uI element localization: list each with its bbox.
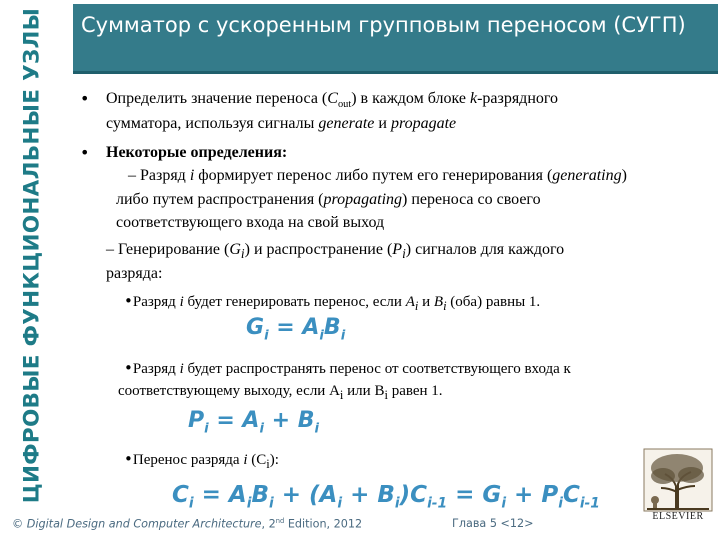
formula-generate: $G_i = A_iB_i$ [246,315,346,344]
bullet-2-text: Некоторые определения: [106,144,288,161]
formula-carry: $C_i = A_iB_i + (A_i + B_i)C_{i-1} = G_i + P_iC_{i-1}$ [172,482,600,512]
elsevier-wordmark: ELSEVIER [652,511,704,522]
definition-2-line-2: разряда: [106,265,163,282]
bullet-1-text: Определить значение переноса $(C_{out})$ в каждом блоке k-разрядного [106,90,559,111]
slide-footer [0,511,720,540]
bullet-1-line-2: сумматора, используя сигналы generate и propagate [106,115,457,132]
footer-copyright: © Digital Design and Computer Architecture, 2nd Edition, 2012 [12,517,363,531]
definition-1-line-2: либо путем распространения (propagating) переноса со своего [116,191,541,208]
slide-title: Сумматор с ускоренным групповым переносом (СУГП) [81,13,686,37]
sub-bullet-1: •Разряд i будет генерировать перенос, если $A_i$ и $B_i$ (оба) равны 1. [124,292,541,313]
sub-bullet-2: •Разряд i будет распространять перенос от соответствующего входа к [124,359,571,377]
bullet-2 [84,141,287,164]
definition-2: – Генерирование $(G_i)$ и распространение $(P_i)$ сигналов для каждого [106,241,565,262]
formula-propagate: $P_i = A_i + B_i$ [188,408,320,437]
bullet-marker [80,87,89,111]
definition-1: – Разряд i формирует перенос либо путем его генерирования (generating) [128,167,627,184]
bullet-marker [80,141,89,165]
sub-bullet-3: •Перенос разряда i $(C_i)$: [124,450,279,471]
slide-title-bar [73,4,718,74]
section-title-text: ЦИФРОВЫЕ ФУНКЦИОНАЛЬНЫЕ УЗЛЫ [19,7,45,503]
sub-bullet-2-line-2: соответствующему выходу, если $A_i$ или $B_i$ равен 1. [118,383,443,402]
footer-page-number: Глава 5 <12> [452,517,534,530]
vertical-section-title [0,0,64,510]
definition-1-line-3: соответствующего входа на свой выход [116,214,385,231]
